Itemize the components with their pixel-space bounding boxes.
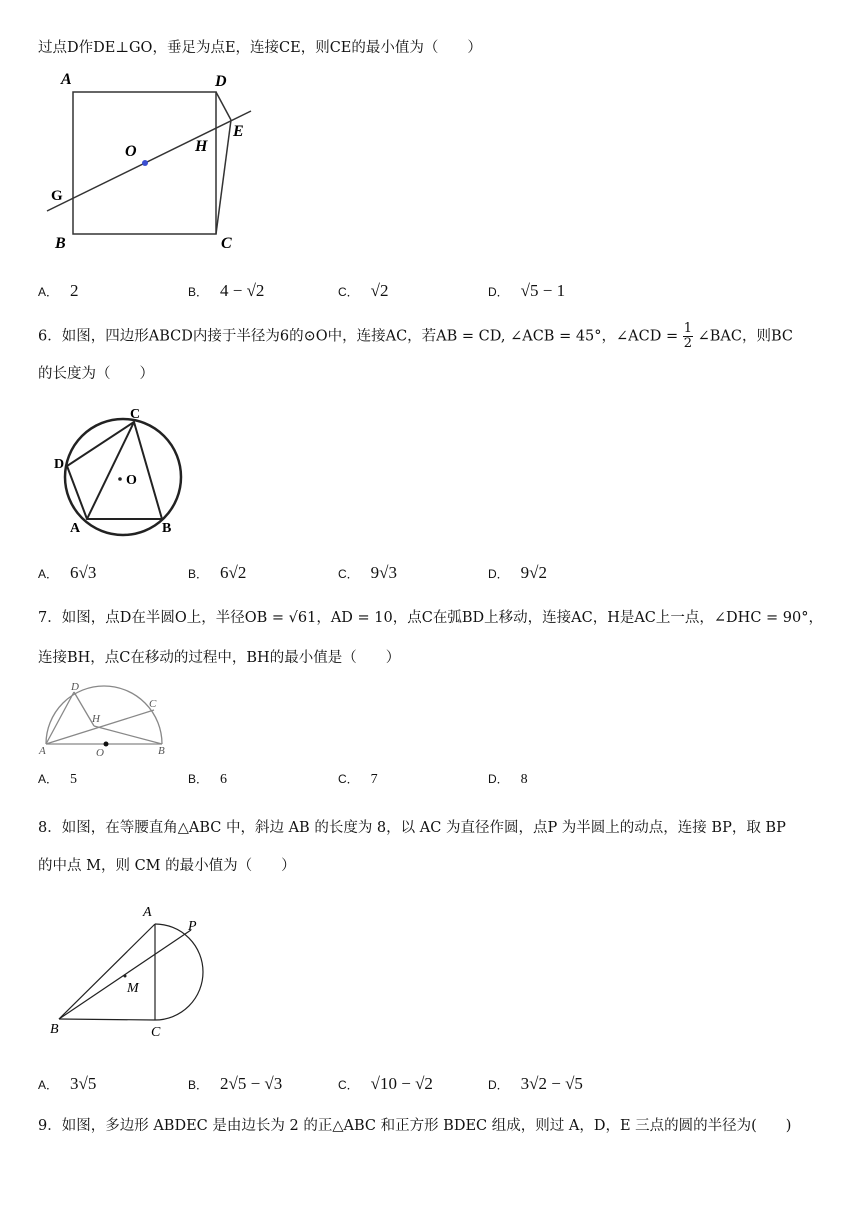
q5-line-de — [216, 92, 231, 120]
q6-option-a: A． 6√3 — [38, 563, 97, 582]
q5-option-d: D． √5 − 1 — [488, 281, 566, 300]
q7-segment-dh — [74, 692, 94, 726]
q7-option-d: D． 8 — [488, 772, 528, 787]
q5-point-o — [142, 160, 148, 166]
q6-label-o: O — [126, 473, 137, 488]
q6-circle — [65, 419, 181, 535]
q5-option-c: C． √2 — [338, 281, 389, 300]
q6-point-o — [118, 477, 122, 481]
q6-label-d: D — [54, 457, 65, 472]
q8-point-m — [124, 975, 127, 978]
q5-label-h: H — [195, 138, 208, 155]
q5-label-g: G — [51, 188, 63, 204]
q6-stem-line2: 的长度为（ ） — [38, 366, 154, 382]
q8-label-a: A — [143, 905, 152, 920]
q8-option-d: D． 3√2 − √5 — [488, 1074, 583, 1093]
q8-stem-line1: 8．如图，在等腰直角△ABC 中，斜边 AB 的长度为 8，以 AC 为直径作圆，点P 为半圆上的动点，连接 BP，取 BP — [38, 820, 786, 836]
q7-label-c: C — [149, 698, 157, 710]
q5-option-a: A． 2 — [38, 281, 79, 300]
q8-segment-ab — [59, 924, 155, 1019]
q8-stem-line2: 的中点 M，则 CM 的最小值为（ ） — [38, 858, 296, 874]
q5-label-b: B — [55, 235, 66, 252]
q8-figure — [45, 900, 235, 1050]
q5-figure — [45, 68, 275, 252]
q5-stem: 过点D作DE⊥GO，垂足为点E，连接CE，则CE的最小值为（ ） — [38, 40, 482, 56]
q8-option-a: A． 3√5 — [38, 1074, 97, 1093]
q6-stem-line1: 6．如图，四边形ABCD内接于半径为6的⊙O中，连接AC，若AB = CD, ∠ACB = 45°，∠ACD = $\frac{1}{2}$ ∠BAC，则BC — [38, 321, 794, 351]
q6-option-d: D． 9√2 — [488, 563, 548, 582]
q5-label-a: A — [61, 71, 72, 88]
q6-figure — [50, 404, 200, 544]
q5-label-d: D — [215, 73, 227, 90]
q6-option-b: B． 6√2 — [188, 563, 247, 582]
q7-segment-bh — [94, 726, 162, 744]
q7-label-b: B — [158, 745, 165, 757]
q5-label-c: C — [221, 235, 232, 252]
q7-semicircle — [46, 686, 162, 744]
q7-point-o — [104, 742, 109, 747]
q7-label-d: D — [71, 681, 79, 693]
q7-option-c: C． 7 — [338, 772, 378, 787]
q6-label-a: A — [70, 521, 81, 536]
q6-label-c: C — [130, 407, 141, 422]
q7-figure — [38, 680, 178, 760]
q8-segment-bc — [59, 1019, 155, 1020]
q8-label-m: M — [127, 981, 139, 996]
q8-label-b: B — [50, 1022, 59, 1037]
q7-label-a: A — [39, 745, 46, 757]
q6-option-c: C． 9√3 — [338, 563, 398, 582]
q5-label-e: E — [233, 123, 244, 140]
q7-label-h: H — [92, 713, 100, 725]
q5-label-o: O — [125, 143, 137, 160]
q5-line-ce — [216, 120, 231, 234]
q6-fraction: $\frac{1}{2}$ — [683, 321, 693, 351]
q8-option-b: B． 2√5 − √3 — [188, 1074, 283, 1093]
q6-label-b: B — [162, 521, 172, 536]
q8-label-c: C — [151, 1025, 161, 1040]
q7-stem-line1: 7．如图，点D在半圆O上，半径OB = √61，AD = 10，点C在弧BD上移动，连接AC，H是AC上一点，∠DHC = 90°， — [38, 610, 823, 626]
q8-label-p: P — [188, 919, 197, 934]
q7-option-a: A． 5 — [38, 772, 78, 787]
q8-option-c: C． √10 − √2 — [338, 1074, 433, 1093]
q7-option-b: B． 6 — [188, 772, 228, 787]
q7-stem-line2: 连接BH，点C在移动的过程中，BH的最小值是（ ） — [38, 650, 401, 666]
q5-option-b: B． 4 − √2 — [188, 281, 265, 300]
q9-stem: 9．如图，多边形 ABDEC 是由边长为 2 的正△ABC 和正方形 BDEC 组成，则过 A，D，E 三点的圆的半径为( ) — [38, 1118, 792, 1134]
q7-label-o: O — [96, 747, 104, 759]
